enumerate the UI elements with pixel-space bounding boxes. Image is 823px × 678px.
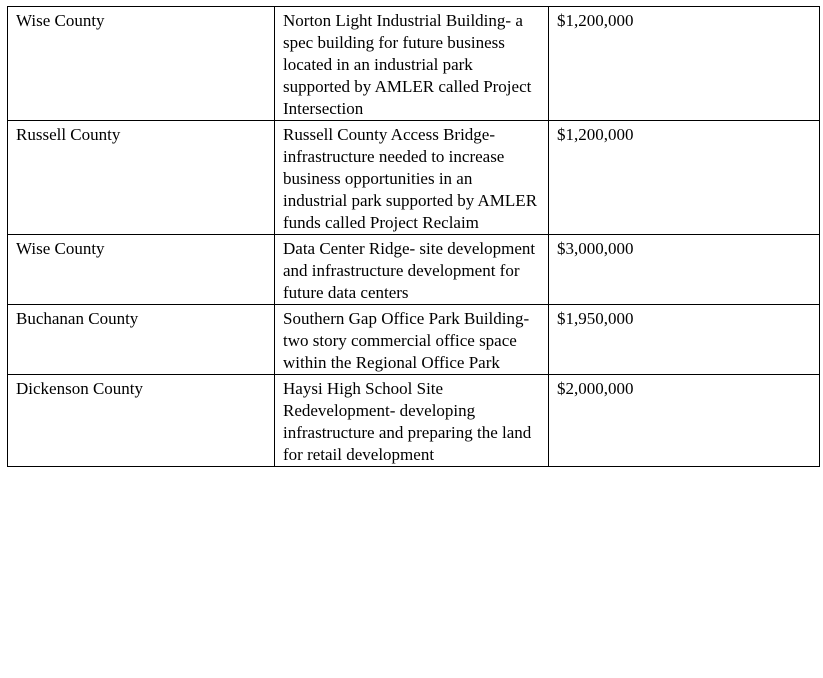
table-row xyxy=(8,7,820,121)
county-cell: Wise County xyxy=(8,7,275,121)
county-cell: Buchanan County xyxy=(8,305,275,375)
table-row xyxy=(8,375,820,467)
project-description-cell: Data Center Ridge- site development and infrastructure development for future data centers xyxy=(275,235,549,305)
amount-cell: $3,000,000 xyxy=(549,235,820,305)
project-description-cell: Russell County Access Bridge- infrastructure needed to increase business opportunities in an industrial park supported by AMLER funds called Project Reclaim xyxy=(275,121,549,235)
county-cell: Russell County xyxy=(8,121,275,235)
project-description-cell: Southern Gap Office Park Building- two story commercial office space within the Regional Office Park xyxy=(275,305,549,375)
grant-projects-table xyxy=(7,6,820,467)
amount-cell: $2,000,000 xyxy=(549,375,820,467)
amount-cell: $1,200,000 xyxy=(549,121,820,235)
table-row xyxy=(8,305,820,375)
amount-cell: $1,200,000 xyxy=(549,7,820,121)
table-row xyxy=(8,121,820,235)
amount-cell: $1,950,000 xyxy=(549,305,820,375)
county-cell: Dickenson County xyxy=(8,375,275,467)
table-row xyxy=(8,235,820,305)
project-description-cell: Norton Light Industrial Building- a spec building for future business located in an industrial park supported by AMLER called Project Intersection xyxy=(275,7,549,121)
county-cell: Wise County xyxy=(8,235,275,305)
project-description-cell: Haysi High School Site Redevelopment- developing infrastructure and preparing the land for retail development xyxy=(275,375,549,467)
